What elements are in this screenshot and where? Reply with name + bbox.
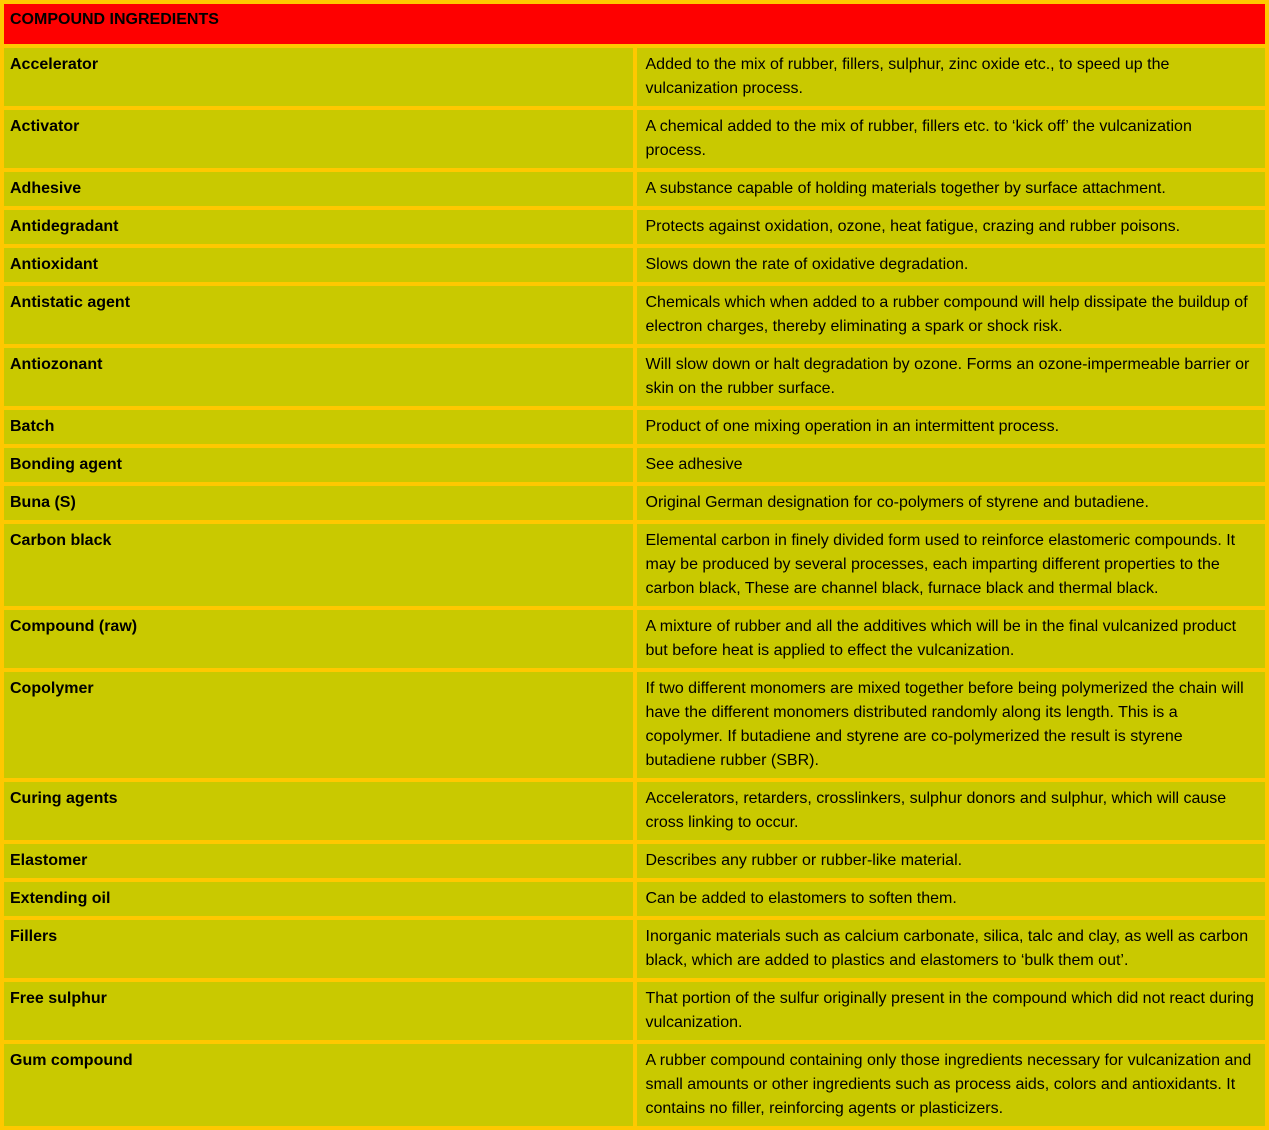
term-cell: Antistatic agent [2,284,635,346]
term-cell: Activator [2,108,635,170]
term-cell: Carbon black [2,522,635,608]
table-row [2,170,1267,208]
definition-cell: Protects against oxidation, ozone, heat fatigue, crazing and rubber poisons. [635,208,1268,246]
table-row [2,46,1267,108]
table-row [2,108,1267,170]
definition-cell: Slows down the rate of oxidative degradation. [635,246,1268,284]
table-row [2,670,1267,780]
table-row [2,918,1267,980]
table-row [2,446,1267,484]
table-row [2,346,1267,408]
term-cell: Antioxidant [2,246,635,284]
definition-cell: Elemental carbon in finely divided form used to reinforce elastomeric compounds. It may be produced by several processes, each imparting different properties to the carbon black, These are channel black, furnace black and thermal black. [635,522,1268,608]
term-cell: Curing agents [2,780,635,842]
definition-cell: Can be added to elastomers to soften them. [635,880,1268,918]
table-row [2,608,1267,670]
definition-cell: A rubber compound containing only those ingredients necessary for vulcanization and small amounts or other ingredients such as process aids, colors and antioxidants. It contains no filler, reinforcing agents or plasticizers. [635,1042,1268,1128]
term-cell: Copolymer [2,670,635,780]
definition-cell: A substance capable of holding materials together by surface attachment. [635,170,1268,208]
term-cell: Free sulphur [2,980,635,1042]
definition-cell: See adhesive [635,446,1268,484]
term-cell: Extending oil [2,880,635,918]
table-row [2,246,1267,284]
table-row [2,284,1267,346]
definition-cell: Inorganic materials such as calcium carbonate, silica, talc and clay, as well as carbon black, which are added to plastics and elastomers to ‘bulk them out’. [635,918,1268,980]
table-row [2,484,1267,522]
table-row [2,980,1267,1042]
table-row [2,780,1267,842]
definition-cell: A chemical added to the mix of rubber, fillers etc. to ‘kick off’ the vulcanization process. [635,108,1268,170]
table-row [2,208,1267,246]
term-cell: Bonding agent [2,446,635,484]
definition-cell: If two different monomers are mixed together before being polymerized the chain will have the different monomers distributed randomly along its length. This is a copolymer. If butadiene and styrene are co-polymerized the result is styrene butadiene rubber (SBR). [635,670,1268,780]
definition-cell: A mixture of rubber and all the additives which will be in the final vulcanized product but before heat is applied to effect the vulcanization. [635,608,1268,670]
term-cell: Antiozonant [2,346,635,408]
table-header-row [2,2,1267,46]
term-cell: Adhesive [2,170,635,208]
definition-cell: Will slow down or halt degradation by ozone. Forms an ozone-impermeable barrier or skin on the rubber surface. [635,346,1268,408]
definition-cell: Accelerators, retarders, crosslinkers, sulphur donors and sulphur, which will cause cross linking to occur. [635,780,1268,842]
table-row [2,1042,1267,1128]
term-cell: Antidegradant [2,208,635,246]
definition-cell: Added to the mix of rubber, fillers, sulphur, zinc oxide etc., to speed up the vulcanization process. [635,46,1268,108]
term-cell: Gum compound [2,1042,635,1128]
term-cell: Compound (raw) [2,608,635,670]
definition-cell: That portion of the sulfur originally present in the compound which did not react during vulcanization. [635,980,1268,1042]
table-row [2,522,1267,608]
definition-cell: Product of one mixing operation in an intermittent process. [635,408,1268,446]
definition-cell: Chemicals which when added to a rubber compound will help dissipate the buildup of electron charges, thereby eliminating a spark or shock risk. [635,284,1268,346]
term-cell: Buna (S) [2,484,635,522]
definition-cell: Original German designation for co-polymers of styrene and butadiene. [635,484,1268,522]
term-cell: Batch [2,408,635,446]
table-header-title: COMPOUND INGREDIENTS [2,2,1267,46]
table-row [2,842,1267,880]
term-cell: Fillers [2,918,635,980]
table-row [2,408,1267,446]
term-cell: Accelerator [2,46,635,108]
definition-cell: Describes any rubber or rubber-like material. [635,842,1268,880]
term-cell: Elastomer [2,842,635,880]
table-row [2,880,1267,918]
